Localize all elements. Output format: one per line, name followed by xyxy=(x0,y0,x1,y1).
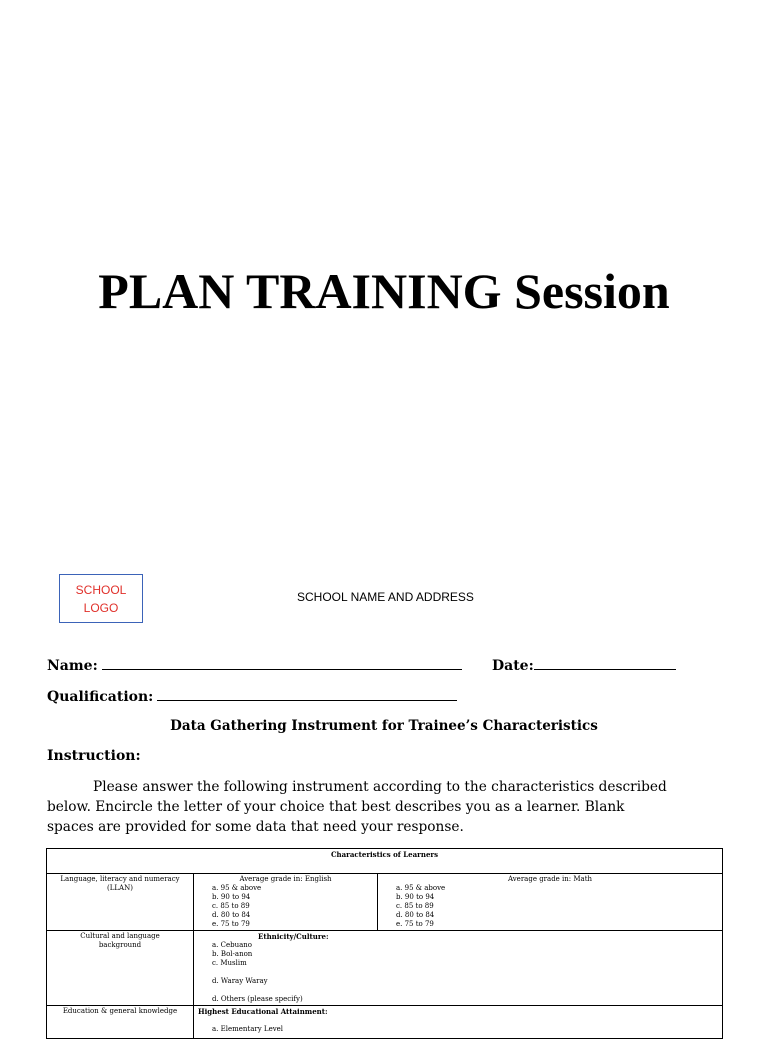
math-option[interactable]: a. 95 & above xyxy=(396,884,446,892)
education-cell xyxy=(194,1006,723,1039)
math-option[interactable]: e. 75 to 79 xyxy=(396,920,434,928)
english-grade-cell xyxy=(194,874,378,931)
llan-label-line2: (LLAN) xyxy=(107,884,133,892)
spacer xyxy=(212,968,718,977)
instruction-paragraph xyxy=(47,777,727,837)
math-option[interactable]: c. 85 to 89 xyxy=(396,902,434,910)
ethnicity-option[interactable]: b. Bol-anon xyxy=(212,950,253,958)
logo-line1: SCHOOL xyxy=(75,583,127,597)
qualification-label: Qualification: xyxy=(47,689,154,705)
qualification-blank[interactable] xyxy=(157,688,457,701)
instrument-title: Data Gathering Instrument for Trainee’s Characteristics xyxy=(170,718,598,734)
ethnicity-option[interactable]: d. Waray Waray xyxy=(212,977,268,985)
qualification-field[interactable] xyxy=(47,688,457,705)
education-title: Highest Educational Attainment: xyxy=(198,1007,328,1016)
ethnicity-option[interactable]: a. Cebuano xyxy=(212,941,253,949)
instruction-line: below. Encircle the letter of your choice that best describes you as a learner. Blank xyxy=(47,799,625,815)
english-option[interactable]: d. 80 to 84 xyxy=(212,911,251,919)
logo-line2: LOGO xyxy=(83,601,119,615)
name-blank[interactable] xyxy=(102,657,462,670)
date-label: Date: xyxy=(492,658,534,674)
culture-label-line1: Cultural and language xyxy=(80,932,160,940)
english-option[interactable]: c. 85 to 89 xyxy=(212,902,250,910)
spacer xyxy=(212,986,718,995)
school-logo xyxy=(59,574,143,623)
ethnicity-option[interactable]: d. Others (please specify) xyxy=(212,995,303,1003)
english-option[interactable]: e. 75 to 79 xyxy=(212,920,250,928)
english-title: Average grade in: English xyxy=(239,875,332,883)
name-label: Name: xyxy=(47,658,98,674)
math-title: Average grade in: Math xyxy=(507,875,593,883)
instruction-label: Instruction: xyxy=(47,748,141,764)
characteristics-table xyxy=(46,848,723,1039)
ethnicity-title: Ethnicity/Culture: xyxy=(258,932,329,941)
table-row xyxy=(47,931,723,1006)
education-option[interactable]: a. Elementary Level xyxy=(212,1025,284,1033)
llan-label-line1: Language, literacy and numeracy xyxy=(60,875,180,883)
math-option[interactable]: d. 80 to 84 xyxy=(396,911,435,919)
english-option[interactable]: b. 90 to 94 xyxy=(212,893,251,901)
culture-label-line2: background xyxy=(98,941,142,949)
education-label-cell: Education & general knowledge xyxy=(47,1006,194,1039)
ethnicity-cell xyxy=(194,931,723,1006)
cover-title xyxy=(0,262,768,320)
school-name-address: SCHOOL NAME AND ADDRESS xyxy=(297,590,474,604)
name-field[interactable] xyxy=(47,657,462,674)
math-grade-cell xyxy=(378,874,723,931)
math-option[interactable]: b. 90 to 94 xyxy=(396,893,435,901)
ethnicity-option[interactable]: c. Muslim xyxy=(212,959,247,967)
instruction-line: spaces are provided for some data that need your response. xyxy=(47,819,464,835)
table-row xyxy=(47,874,723,931)
table-header: Characteristics of Learners xyxy=(47,849,723,874)
date-field[interactable] xyxy=(492,657,676,674)
llan-label-cell xyxy=(47,874,194,931)
english-option[interactable]: a. 95 & above xyxy=(212,884,262,892)
culture-label-cell xyxy=(47,931,194,1006)
date-blank[interactable] xyxy=(534,657,676,670)
cover-title-bold: PLAN TRAINING xyxy=(98,263,502,319)
cover-title-rest: Session xyxy=(514,263,670,319)
instruction-line: Please answer the following instrument according to the characteristics described xyxy=(93,779,667,795)
table-row xyxy=(47,1006,723,1039)
